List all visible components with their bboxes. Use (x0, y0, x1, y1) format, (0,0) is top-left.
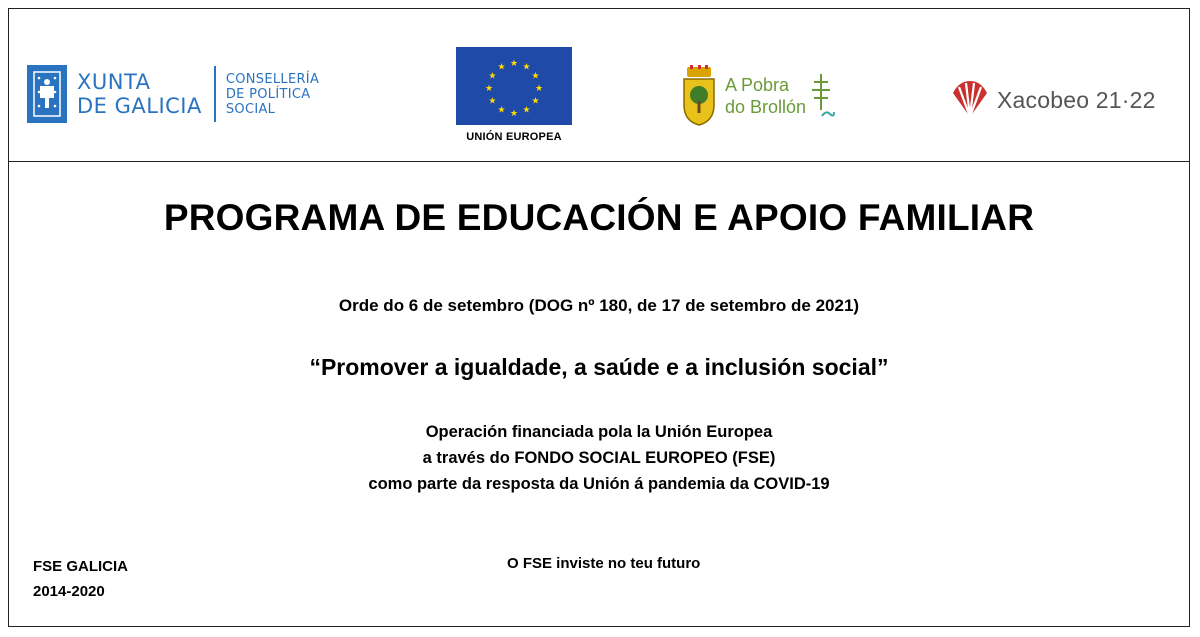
document-frame (8, 8, 1190, 627)
financing-line-1: Operación financiada pola la Unión Europea (425, 423, 773, 441)
svg-text:★: ★ (531, 71, 540, 82)
svg-text:★: ★ (531, 96, 540, 107)
eu-label: UNIÓN EUROPEA (466, 131, 562, 143)
svg-text:★: ★ (484, 84, 494, 94)
svg-text:★: ★ (509, 109, 519, 119)
fse-period: 2014-2020 (33, 583, 105, 600)
xunta-logo (27, 65, 319, 123)
svg-text:★: ★ (522, 105, 531, 116)
pobra-logo (681, 65, 836, 127)
xunta-dept-line2: DE POLÍTICA (225, 86, 311, 102)
fse-motto: O FSE inviste no teu futuro (507, 555, 701, 572)
xunta-name (77, 70, 202, 118)
xacobeo-label: Xacobeo 21·22 (997, 86, 1156, 113)
xunta-divider (214, 66, 216, 122)
order-reference: Orde do 6 de setembro (DOG nº 180, de 17 de setembro de 2021) (338, 296, 860, 315)
pobra-name (725, 74, 806, 118)
pobra-line2: do Brollón (725, 97, 807, 117)
svg-text:★: ★ (488, 96, 497, 107)
logo-bar (9, 9, 1189, 162)
svg-text:★: ★ (509, 59, 519, 69)
xunta-line1: XUNTA (77, 70, 151, 94)
xunta-department (226, 72, 319, 117)
xunta-shield-icon (27, 65, 67, 123)
eu-logo (456, 47, 572, 143)
xunta-dept-line1: CONSELLERÍA (225, 71, 320, 87)
scallop-shell-icon (949, 79, 991, 121)
xacobeo-logo (949, 79, 1156, 121)
financing-line-3: como parte da resposta da Unión á pandemia da COVID-19 (368, 475, 830, 493)
svg-text:★: ★ (488, 71, 497, 82)
document-title: PROGRAMA DE EDUCACIÓN E APOIO FAMILIAR (163, 197, 1035, 238)
pobra-line1: A Pobra (725, 75, 790, 95)
svg-text:★: ★ (497, 105, 506, 116)
slogan: “Promover a igualdade, a saúde e a inclusión social” (309, 354, 889, 380)
fse-galicia-label: FSE GALICIA (33, 558, 129, 575)
fse-galicia-period (33, 554, 128, 604)
svg-text:★: ★ (534, 84, 544, 94)
svg-text:★: ★ (497, 62, 506, 73)
eu-flag-icon (456, 47, 572, 125)
xunta-dept-line3: SOCIAL (225, 101, 276, 117)
coat-of-arms-icon (681, 65, 717, 127)
tree-icon (810, 70, 836, 122)
xunta-line2: DE GALICIA (77, 94, 202, 118)
financing-statement (9, 419, 1189, 497)
svg-text:★: ★ (522, 62, 531, 73)
financing-line-2: a través do FONDO SOCIAL EUROPEO (FSE) (422, 449, 776, 467)
